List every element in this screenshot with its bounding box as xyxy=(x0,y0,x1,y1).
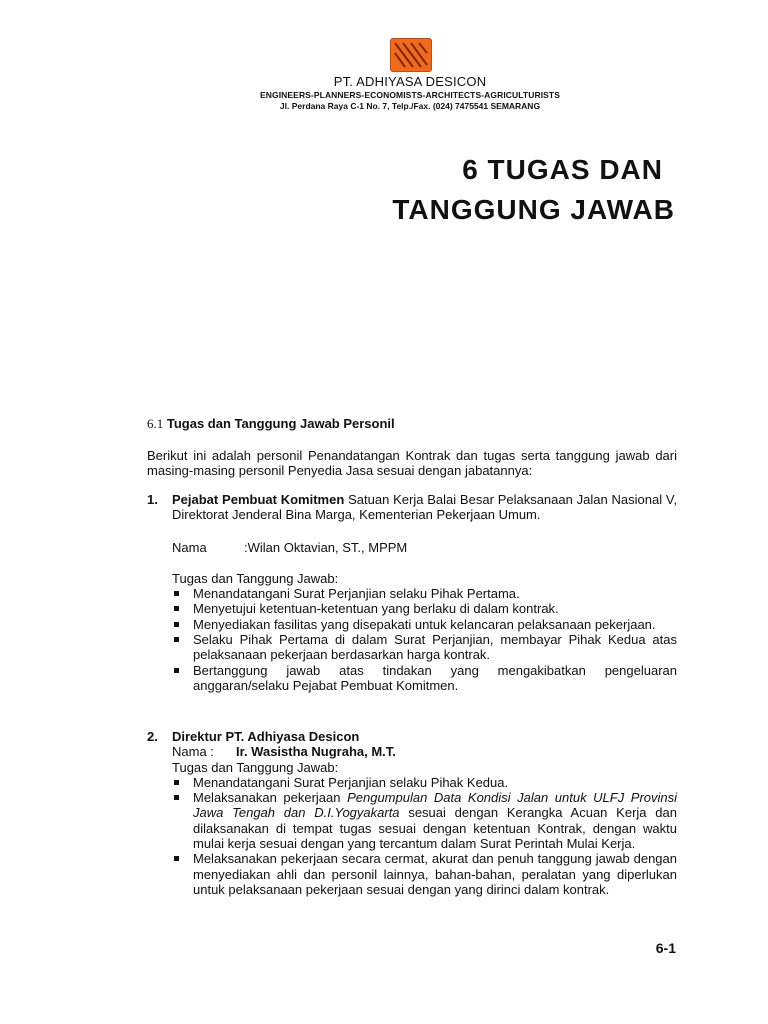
item-number: 2. xyxy=(147,729,158,744)
duties-label: Tugas dan Tanggung Jawab: xyxy=(172,759,339,775)
role-title: Pejabat Pembuat Komitmen xyxy=(172,492,345,507)
list-item: Bertanggung jawab atas tindakan yang mengakibatkan pengeluaran anggaran/selaku Pejabat Pembuat Komitmen. xyxy=(147,663,677,694)
list-item: Selaku Pihak Pertama di dalam Surat Perjanjian, membayar Pihak Kedua atas pelaksanaan pekerjaan berdasarkan harga kontrak. xyxy=(147,632,677,663)
name-row xyxy=(172,744,677,759)
list-item: Melaksanakan pekerjaan Pengumpulan Data Kondisi Jalan untuk ULFJ Provinsi Jawa Tengah dan D.I.Yogyakarta sesuai dengan Kerangka Acuan Kerja dan dilaksanakan di tempat tugas sesuai dengan ketentuan Kontrak, dengan waktu mulai kerja sesuai dengan yang tercantum dalam Surat Perintah Mulai Kerja. xyxy=(147,790,677,851)
name-row xyxy=(172,540,677,555)
name-label: Nama : xyxy=(172,744,214,760)
company-address: Jl. Perdana Raya C-1 No. 7, Telp./Fax. (024) 7475541 SEMARANG xyxy=(279,101,541,111)
list-item: Menandatangani Surat Perjanjian selaku Pihak Pertama. xyxy=(147,586,677,601)
name-value: :Wilan Oktavian, ST., MPPM xyxy=(244,539,408,555)
company-name: PT. ADHIYASA DESICON xyxy=(333,74,487,89)
section-title: Tugas dan Tanggung Jawab Personil xyxy=(166,416,395,431)
company-logo xyxy=(390,38,432,72)
item-number: 1. xyxy=(147,492,158,507)
list-item: Menyetujui ketentuan-ketentuan yang berlaku di dalam kontrak. xyxy=(147,601,677,616)
intro-paragraph: Berikut ini adalah personil Penandatangan Kontrak dan tugas serta tanggung jawab dari masing-masing personil Penyedia Jasa sesuai dengan jabatannya: xyxy=(147,448,677,479)
item-1 xyxy=(147,492,677,693)
item-role xyxy=(172,492,677,523)
list-item: Menyediakan fasilitas yang disepakati untuk kelancaran pelaksanaan pekerjaan. xyxy=(147,617,677,632)
item-2 xyxy=(147,729,677,897)
duties-list xyxy=(147,586,677,693)
duties-label: Tugas dan Tanggung Jawab: xyxy=(172,570,339,586)
page-number: 6-1 xyxy=(655,940,676,956)
item-role xyxy=(172,729,677,744)
chapter-title-line2: TANGGUNG JAWAB xyxy=(392,194,675,225)
role-description: Satuan Kerja Balai Besar Pelaksanaan Jalan Nasional V, Direktorat Jenderal Bina Marga, Kementerian Pekerjaan Umum. xyxy=(172,492,677,523)
section-heading xyxy=(147,416,677,431)
section-number: 6.1 xyxy=(147,416,164,431)
duties-list xyxy=(147,775,677,897)
chapter-title-line1: 6 TUGAS DAN xyxy=(462,154,663,185)
list-item: Melaksanakan pekerjaan secara cermat, akurat dan penuh tanggung jawab dengan menyediakan ahli dan personil lainnya, bahan-bahan, peralatan yang diperlukan untuk pelaksanaan pekerjaan sesuai dengan yang dirinci dalam kontrak. xyxy=(147,851,677,897)
list-item: Menandatangani Surat Perjanjian selaku Pihak Kedua. xyxy=(147,775,677,790)
name-label: Nama xyxy=(172,539,207,555)
company-tagline: ENGINEERS-PLANNERS-ECONOMISTS-ARCHITECTS-AGRICULTURISTS xyxy=(259,90,560,100)
name-value: Ir. Wasistha Nugraha, M.T. xyxy=(236,744,396,760)
role-title: Direktur PT. Adhiyasa Desicon xyxy=(172,729,360,744)
